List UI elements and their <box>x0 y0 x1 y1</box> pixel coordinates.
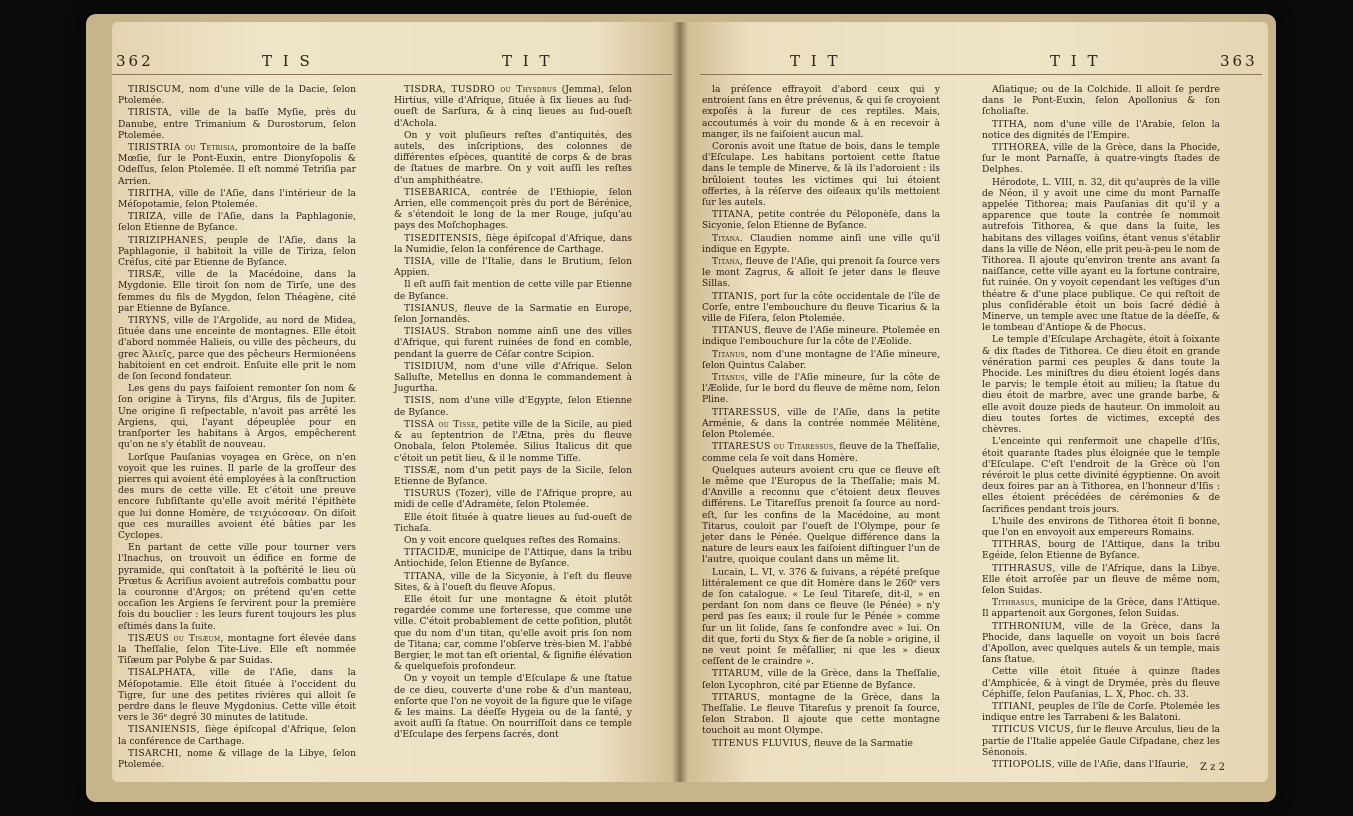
entry-text: . Strabon nomme ainſi une des villes d'Afrique, qui furent ruinées de fond en comble, pendant la guerre de Céſar contre Scipion. <box>394 326 632 360</box>
entry-headword: TITARESSUS <box>712 406 778 418</box>
left-column-2 <box>394 84 632 774</box>
entry-headword: Titanus <box>712 372 746 384</box>
dictionary-entry <box>394 279 632 301</box>
entry-text: , peuple de l'Aſie, dans la Paphlagonie, il habitoit la ville de Tiriza, ſelon Créſus, cité par Etienne de Byſance. <box>118 234 356 269</box>
right-running-right: T I T <box>1050 52 1101 70</box>
entry-text: , nom d'une ville d'Afrique. Selon Salluſte, Metellus en donna le commandement à Jugurtha. <box>394 360 632 395</box>
entry-headword: TITARUM <box>712 668 761 680</box>
entry-headword: TISURUS <box>404 488 451 500</box>
dictionary-entry <box>118 142 356 187</box>
entry-headword: Titanus <box>712 348 746 360</box>
entry-text: , fleuve de la Theſſalie, comme cela ſe voit dans Homère. <box>702 441 940 464</box>
dictionary-entry <box>394 673 632 740</box>
entry-headword: TISALPHATA <box>128 667 193 679</box>
entry-headword: TISSÆ <box>404 464 437 476</box>
dictionary-entry <box>982 621 1220 666</box>
dictionary-entry <box>118 107 356 141</box>
dictionary-entry <box>702 567 940 668</box>
entry-headword: TITHOREA <box>992 142 1047 154</box>
dictionary-entry <box>702 84 940 140</box>
entry-headword: TITACIDÆ <box>404 547 456 559</box>
entry-text: , ſur le fleuve Arculus, lieu de la partie de l'Italie appelée Gaule Ciſpadane, chez les Sénonois. <box>982 724 1221 758</box>
dictionary-entry <box>702 141 940 208</box>
entry-text: Cette ville étoit ſituée à quinze ſtades d'Amphicée, & à vingt de Drymée, près du fleuve Céphiſſe, ſelon Pauſanias, L. X, Phoc. ch. 33. <box>982 666 1220 700</box>
entry-headword: TISIS <box>404 395 432 407</box>
entry-text: , ville de l'Aſie, dans l'intérieur de la Méſopotamie, ſelon Ptolemée. <box>118 187 356 211</box>
dictionary-entry <box>702 209 940 231</box>
entry-text: , port ſur la côte occidentale de l'île de Corſe, entre l'embouchure du fleuve Ticarius & la ville de Fiſera, ſelon Ptolemée. <box>702 290 940 325</box>
dictionary-entry <box>702 256 940 290</box>
entry-text: , fleuve de la Sarmatie en Europe, ſelon Jornandès. <box>394 302 632 326</box>
dictionary-entry <box>394 256 632 278</box>
dictionary-entry <box>394 361 632 395</box>
dictionary-entry <box>982 177 1220 334</box>
entry-headword: Titana <box>712 256 740 268</box>
entry-text: , ville de la Grèce, dans la Phocide, dans laquelle on voyoit un bois ſacré d'Apollon, avec quelques autels & un temple, mais ſans ſtatue. <box>982 620 1220 666</box>
entry-text: , ville de l'Aſie, dans la Méſopotamie. Elle étoit ſituée à l'occident du Tigre, ſur une des petites rivières qui alloit ſe perdre dans le fleuve Mygdonius. Cette ville étoit vers le 36ᵉ degré 30 minutes de latitude. <box>118 667 356 724</box>
dictionary-entry <box>982 84 1220 118</box>
entry-text: , nome & village de la Libye, ſelon Ptolemée. <box>118 747 356 770</box>
entry-text: , ville de l'Argolide, au nord de Midea, ſituée dans une enceinte de montagnes. Elle étoit d'abord nommée Halieis, ou ville des pêcheurs, du grec Ἁλιεῖς, parce que des pêcheurs Hermionéens habitoient en cet endroit. Enſuite elle prit le nom de ſon ſecond fondateur. <box>118 315 356 383</box>
entry-text: , ville de la Sicyonie, à l'eſt du fleuve Sites, & à l'oueſt du fleuve Aſopus. <box>394 570 632 593</box>
left-running-left: T I S <box>262 52 313 70</box>
dictionary-entry <box>118 542 356 632</box>
entry-text: , ſiège épiſcopal d'Afrique, dans la Numidie, ſelon la conférence de Carthage. <box>394 232 632 255</box>
entry-text: , ville de la Grèce, dans la Theſſalie, ſelon Lycophron, cité par Etienne de Byſance. <box>702 668 940 691</box>
right-running-left: T I T <box>790 52 841 70</box>
entry-text: , contrée de l'Ethiopie, ſelon Arrien, elle commençoit près du port de Bérénice, & s'étendoit le long de la mer Rouge, juſqu'au pays des Moſchophages. <box>394 186 632 232</box>
left-running-right: T I T <box>502 52 553 70</box>
entry-headword: TIRITHA <box>128 187 172 199</box>
dictionary-entry <box>982 334 1220 435</box>
entry-headword: TITIOPOLIS <box>992 758 1052 770</box>
dictionary-entry <box>982 724 1220 758</box>
dictionary-entry <box>702 441 940 463</box>
entry-text: , petite contrée du Péloponèſe, dans la Sicyonie, ſelon Etienne de Byſance. <box>702 209 940 232</box>
entry-text: , ville de la baſſe Myſie, près du Danube, entre Trimanium & Durostorum, ſelon Ptolemée. <box>118 107 356 141</box>
entry-text: , nom d'une montagne de l'Aſie mineure, ſelon Quintus Calaber. <box>702 348 940 371</box>
dictionary-entry <box>118 315 356 382</box>
dictionary-entry <box>118 211 356 233</box>
entry-text: Elle étoit ſur une montagne & étoit plutôt regardée comme une forteresse, que comme une ville. C'étoit probablement de cette poſition, plutôt que du nom d'un titan, qu'elle avoit pris ſon nom de Titana; car, comme l'obſerve très-bien M. l'abbé Bergier, le mot tan eſt oriental, & ſignifie élévation & quelquefois profondeur. <box>394 593 632 673</box>
entry-headword: TITHA <box>992 118 1025 130</box>
entry-text: , municipe de l'Attique, dans la tribu Antiochide, ſelon Etienne de Byſance. <box>394 547 632 570</box>
right-page-number: 363 <box>1220 52 1258 70</box>
left-head-rule <box>112 74 672 75</box>
entry-headword: TISANIENSIS <box>128 724 197 736</box>
entry-text: , montagne de la Grèce, dans la Theſſalie. Le fleuve Titareſus y prenoit ſa ſource, ſelon Strabon. Il ajoute que cette montagne touchoit au mont Olympe. <box>702 691 940 737</box>
entry-text: , montagne fort élevée dans la Theſſalie, ſelon Tite-Live. Elle eſt nommée Tiſæum par Polybe & par Suidas. <box>118 632 356 667</box>
dictionary-entry <box>702 407 940 441</box>
entry-text: , nom d'un petit pays de la Sicile, ſelon Etienne de Byſance. <box>394 464 632 487</box>
dictionary-entry <box>702 668 940 690</box>
left-page-number: 362 <box>116 52 154 70</box>
dictionary-entry <box>394 187 632 232</box>
entry-text: , petite ville de la Sicile, au pied & au ſeptentrion de l'Ætna, près du fleuve Onobala, ſelon Ptolemée. Silius Italicus dit que c'étoit un petit lieu, & il le nomme Tiſſe. <box>394 418 633 464</box>
dictionary-entry <box>394 512 632 534</box>
dictionary-entry <box>118 633 356 667</box>
entry-headword: TITANA <box>404 570 443 582</box>
entry-text: , ville de l'Aſie, dans la Paphlagonie, ſelon Etienne de Byſance. <box>118 211 356 234</box>
dictionary-entry <box>982 119 1220 141</box>
entry-headword: TISEDITENSIS <box>404 232 479 244</box>
dictionary-entry <box>702 349 940 371</box>
entry-headword: TIRISCUM <box>128 84 182 95</box>
entry-headword: TIRYNS <box>128 315 167 327</box>
dictionary-entry <box>394 594 632 672</box>
entry-headword: TITICUS VICUS <box>992 724 1071 736</box>
entry-text: Les gens du pays faiſoient remonter ſon nom & ſon origine à Tiryns, fils d'Argus, fils de Jupiter. Une origine ſi reſpectable, n'avoit pas arrêté les Argiens, qui, l'ayant dépeuplée pour en tranſporter les habitans à Argos, empêcherent qu'on ne s'y établît de nouveau. <box>118 383 356 451</box>
entry-headword: Tithrasus <box>992 597 1035 609</box>
entry-text: En partant de cette ville pour tourner vers l'Inachus, on trouvoit un édifice en forme de pyramide, qui conſtatoit à la poſtérité le lieu où Prœtus & Acriſius avoient autrefois combattu pour la couronne d'Argos; on prétend qu'en cette occaſion les Argiens ſe ſervirent pour la première fois du bouclier : les leurs furent toujours les plus eſtimés dans la ſuite. <box>118 542 356 632</box>
dictionary-entry <box>982 701 1220 723</box>
entry-headword: TITENUS FLUVIUS <box>712 737 809 749</box>
dictionary-entry <box>394 233 632 255</box>
entry-text: , ſiège épiſcopal d'Afrique, ſelon la conférence de Carthage. <box>118 724 356 747</box>
entry-text: Aſiatique; ou de la Colchide. Il alloit ſe perdre dans le Pont-Euxin, ſelon Apollonius & ſon ſcholiaſte. <box>982 84 1220 118</box>
dictionary-entry <box>118 724 356 746</box>
entry-text: . Claudien nomme ainſi une ville qu'il indique en Egypte. <box>702 232 940 255</box>
entry-text: , ville de l'Aſie, dans l'Iſaurie, <box>1051 758 1189 770</box>
entry-text: , promontoire de la baſſe Mœſie, ſur le Pont-Euxin, entre Dionyſopolis & Odeſſus, ſelon Ptolemée. Il eſt nommé Tetriſia par Arrien. <box>118 142 356 187</box>
dictionary-entry <box>394 419 632 464</box>
right-page <box>680 22 1268 782</box>
entry-text: Lucain, L. VI, v. 376 & ſuivans, a répété preſque littéralement ce que dit Homère dans le 260ᵉ vers de ſon catalogue. « Le ſeul Titareſe, dit-il, » en perdant ſon nom dans ce fleuve (le Pénée) » n'y perd pas ſes eaux; il roule ſur le Pénée » comme ſur un lit ſolide, ſans ſe confondre avec » lui. On dit que, forti du Styx & fier de ſa noble » origine, il ne veut point ſe mêſallier, ni que les » dieux ceſſent de le craindre ». <box>702 566 940 668</box>
dictionary-entry <box>394 465 632 487</box>
dictionary-entry <box>702 325 940 347</box>
entry-text: L'huile des environs de Tithorea étoit ſi bonne, que l'on en envoyoit aux empereurs Romains. <box>982 515 1220 538</box>
dictionary-entry <box>982 539 1220 561</box>
entry-headword: TIRISTA <box>128 107 169 119</box>
dictionary-entry <box>394 488 632 510</box>
dictionary-entry <box>702 738 940 749</box>
dictionary-entry <box>702 465 940 566</box>
entry-headword: TISEBARICA <box>404 186 468 198</box>
right-head-rule <box>700 74 1262 75</box>
entry-text: , nom d'une ville d'Egypte, ſelon Etienne de Byſance. <box>394 395 632 418</box>
entry-text: (Tozer), ville de l'Afrique propre, au midi de celle d'Adramète, ſelon Ptolemée. <box>394 488 632 511</box>
dictionary-entry <box>118 188 356 210</box>
dictionary-entry <box>982 516 1220 538</box>
entry-headword: TIRISTRIA ou Tetrisia <box>128 142 235 154</box>
right-running-head <box>680 52 1268 76</box>
signature-mark: Z z 2 <box>1200 762 1225 773</box>
dictionary-entry <box>118 383 356 450</box>
entry-headword: TIRIZIPHANES <box>128 234 204 246</box>
entry-text: , ville de l'Aſie mineure, ſur la côte de l'Æolide, ſur le bord du fleuve de même nom, ſelon Pline. <box>702 372 940 406</box>
entry-text: L'enceinte qui renfermoit une chapelle d'Iſis, étoit quarante ſtades plus éloignée que le temple d'Eſculape. C'eſt l'endroit de la Grèce où l'on révéroit le plus cette divinité égyptienne. On avoit deux foires par an à Tithorea, en l'honneur d'Iſis : elles étoient précédées de cérémonies & de ſacrifices pendant trois jours. <box>982 436 1220 515</box>
dictionary-entry <box>702 692 940 737</box>
dictionary-entry <box>394 326 632 360</box>
dictionary-entry <box>118 748 356 770</box>
entry-headword: TISIA <box>404 256 432 268</box>
dictionary-entry <box>394 303 632 325</box>
dictionary-entry <box>394 571 632 593</box>
dictionary-entry <box>702 372 940 406</box>
entry-text: la préſence effrayoit d'abord ceux qui y entroient ſans en être prévenus, & qui ſe croyoient expoſés à la fureur de ces reptiles. Mais, accoutumés à voir du monde & à en recevoir à manger, ils ne faiſoient aucun mal. <box>702 84 940 140</box>
entry-text: , ville de l'Afrique, dans la Libye. Elle étoit arroſée par un fleuve de même nom, ſelon Suidas. <box>982 562 1220 596</box>
entry-text: , municipe de la Grèce, dans l'Attique. Il appartenoit aux Gorgones, ſelon Suidas. <box>982 597 1220 620</box>
entry-text: On y voit pluſieurs reſtes d'antiquités, des autels, des inſcriptions, des colonnes de différentes eſpèces, quantité de corps & de bras de ſtatues de marbre. On y voit auſſi les reſtes d'un amphithéatre. <box>394 129 632 186</box>
dictionary-entry <box>118 84 356 106</box>
entry-text: (Jemma), ſelon Hirtius, ville d'Afrique, ſituée à ſix lieues au ſud-oueſt de Sarſura, & à cinq lieues au ſud-oueſt d'Achola. <box>394 84 632 129</box>
dictionary-entry <box>702 233 940 255</box>
entry-text: Coronis avoit une ſtatue de bois, dans le temple d'Eſculape. Les habitans portoient cette ſtatue dans le temple de Minerve, & là ils l'adoroient : ils brûloient toutes les victimes qui lui étoient offertes, à la réſerve des oiſeaux qu'ils mettoient ſur les autels. <box>702 141 940 209</box>
dictionary-entry <box>982 759 1220 770</box>
entry-headword: TISARCHI <box>128 747 179 759</box>
entry-text: Le temple d'Eſculape Archagète, étoit à ſoixante & dix ſtades de Tithorea. Ce dieu étoit en grande vénération parmi ces peuples & dans toute la Phocide. Les miniſtres du dieu étoient logés dans le parvis; le temple étoit au milieu; la ſtatue du dieu étoit de marbre, avec une grande barbe, & elle avoit douze pieds de hauteur. On immoloit au dieu toutes ſortes de victimes, excepté des chèvres. <box>982 334 1220 436</box>
dictionary-entry <box>394 547 632 569</box>
entry-headword: TISIANUS <box>404 302 455 314</box>
dictionary-entry <box>982 666 1220 700</box>
entry-headword: TITARESUS ou Titaressus <box>712 441 834 453</box>
entry-text: , ville de l'Italie, dans le Brutium, ſelon Appien. <box>394 256 632 279</box>
entry-text: , ville de l'Aſie, dans la petite Arménie, & dans la contrée nommée Mélitène, ſelon Ptolemée. <box>702 406 940 441</box>
entry-headword: TITHRONIUM <box>992 620 1063 632</box>
entry-headword: TITANUS <box>712 325 759 337</box>
dictionary-entry <box>982 142 1220 176</box>
book-gutter <box>672 22 688 782</box>
entry-text: , peuples de l'île de Corſe. Ptolemée les indique entre les Tarrabeni & les Balatoni. <box>982 700 1220 724</box>
entry-headword: TITIANI <box>992 700 1032 712</box>
entry-headword: TITHRASUS <box>992 562 1053 574</box>
left-column-1 <box>118 84 356 774</box>
dictionary-entry <box>118 269 356 314</box>
entry-text: Il eſt auſſi fait mention de cette ville par Etienne de Byſance. <box>394 279 632 302</box>
entry-headword: TIRIZA <box>128 211 164 223</box>
entry-headword: TIRSÆ <box>128 269 162 281</box>
entry-headword: Titana <box>712 232 740 244</box>
entry-text: , bourg de l'Attique, dans la tribu Egéide, ſelon Etienne de Byſance. <box>982 539 1220 562</box>
entry-text: On y voyoit un temple d'Eſculape & une ſtatue de ce dieu, couverte d'une robe & d'un manteau, enſorte que l'on ne voyoit de la figure que le viſage & les mains. La déeſſe Hygeia ou de la ſanté, y avoit auſſi ſa ſtatue. On nourriſſoit dans ce temple d'Eſculape des ſerpens ſacrés, dont <box>394 673 633 741</box>
entry-text: Quelques auteurs avoient cru que ce fleuve eſt le même que l'Europus de la Theſſalie; mais M. d'Anville a reconnu que c'étoient deux fleuves différens. Le Titareſſus prenoit ſa ſource au nord-eſt, ſur les confins de la Macédoine, au mont Titarus, couloit par l'oueſt de l'Olympe, pour ſe jeter dans le Pénée. Quelque différence dans la nature de leurs eaux les faiſoient diſtinguer l'un de l'autre, quoique coulant dans un même lit. <box>702 464 940 566</box>
entry-text: , fleuve de l'Aſie mineure. Ptolemée en indique l'embouchure ſur la côte de l'Æolide. <box>702 325 940 348</box>
dictionary-entry <box>982 563 1220 597</box>
entry-text: Elle étoit ſituée à quatre lieues au ſud-oueſt de Tichaſa. <box>394 511 632 534</box>
entry-headword: TISSA ou Tisse <box>404 418 476 430</box>
dictionary-entry <box>394 395 632 417</box>
entry-headword: TISÆUS ou Tisæum <box>128 632 221 644</box>
entry-headword: TITANIS <box>712 290 755 302</box>
dictionary-entry <box>394 535 632 546</box>
entry-headword: TITHRAS <box>992 539 1038 551</box>
dictionary-entry <box>394 130 632 186</box>
dictionary-entry <box>118 667 356 723</box>
entry-text: , ville de la Macédoine, dans la Mygdonie. Elle tiroit ſon nom de Tirſe, une des femmes du fils de Mygdon, ſelon Théagène, cité par Etienne de Byſance. <box>118 269 356 314</box>
dictionary-entry <box>702 291 940 325</box>
left-running-head <box>112 52 680 76</box>
entry-text: On y voit encore quelques reſtes des Romains. <box>404 534 621 546</box>
entry-text: , ville de la Grèce, dans la Phocide, ſur le mont Parnaſſe, à quatre-vingts ſtades de Delphes. <box>982 142 1220 176</box>
entry-text: , fleuve de l'Aſie, qui prenoit ſa ſource vers le mont Zagrus, & alloit ſe jeter dans le fleuve Sillas. <box>702 256 940 290</box>
right-column-1 <box>702 84 940 774</box>
left-page <box>112 22 680 782</box>
entry-headword: TISIAUS <box>404 326 447 338</box>
dictionary-entry <box>394 84 632 129</box>
dictionary-entry <box>982 436 1220 514</box>
entry-text: , fleuve de la Sarmatie <box>808 737 913 749</box>
entry-headword: TISIDIUM <box>404 360 455 372</box>
dictionary-entry <box>982 597 1220 619</box>
entry-text: Lorſque Pauſanias voyagea en Grèce, on n'en voyoit que les ruines. Il parle de la groſſeur des pierres qui avoient été employées à la conſtruction des murs de cette ville. Et c'étoit une preuve encore ſubſiſtante qu'elle avoit mérité l'épithète que lui donne Homère, de τειχιόεσσαν. On diſoit que ces murailles avoient été bâties par les Cyclopes. <box>118 451 356 541</box>
entry-text: , nom d'une ville de la Dacie, ſelon Ptolemée. <box>118 84 356 107</box>
dictionary-entry <box>118 235 356 269</box>
entry-text: Hérodote, L. VIII, n. 32, dit qu'auprès de la ville de Néon, il y avoit une cime du mont Parnaſſe appelée Tithorea; mais Pauſanias dit qu'il y a apparence que toute la contrée ſe nommoit autrefois Tithorea, & que dans la ſuite, les habitans des villages voiſins, étant venus s'établir dans la ville de Néon, elle prit peu-à-peu le nom de Tithorea. Il ajoute qu'environ trente ans avant ſa naiſſance, cette ville ayant eu la fortune contraire, fut ruinée. On y voyoit cependant les veſtiges d'un théatre & d'une place publique. Ce qui reſtoit de plus conſidérable étoit un bois ſacré dédié à Minerve, un temple avec une ſtatue de la déeſſe, & le tombeau d'Antiope & de Phocus. <box>982 176 1220 334</box>
entry-headword: TITARUS <box>712 691 758 703</box>
entry-headword: TISDRA, TUSDRO ou Thysdrus <box>404 84 557 95</box>
dictionary-entry <box>118 452 356 542</box>
entry-headword: TITANA <box>712 209 751 221</box>
entry-text: , nom d'une ville de l'Arabie, ſelon la notice des dignités de l'Empire. <box>982 118 1220 141</box>
